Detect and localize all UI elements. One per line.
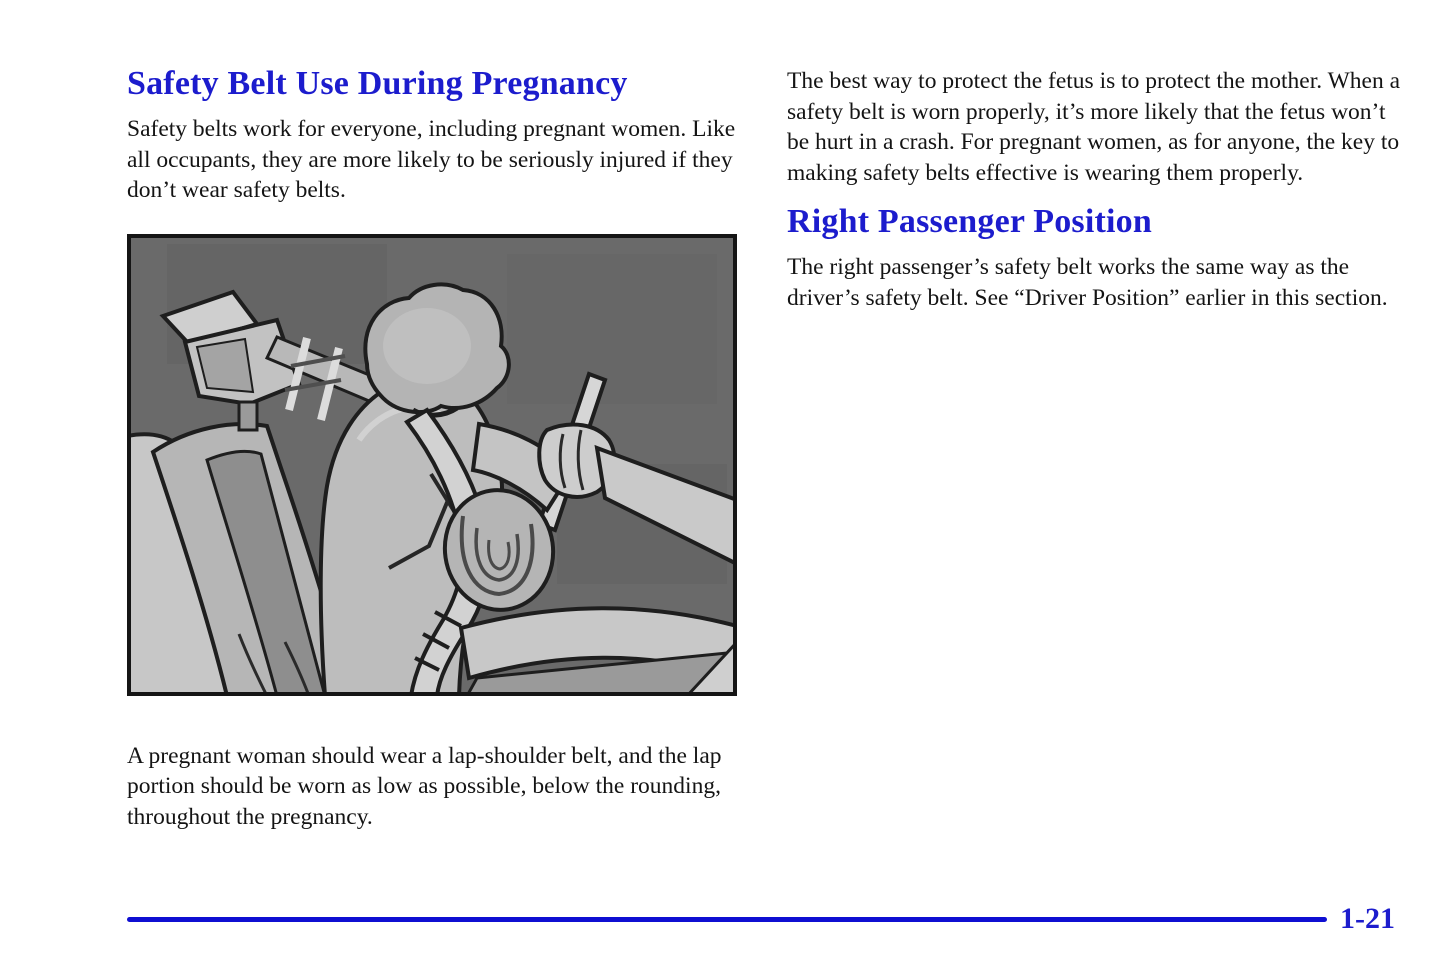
right-passenger-paragraph: The right passenger’s safety belt works the same way as the driver’s safety belt. See “Driver Position” earlier in this section. (787, 254, 1388, 311)
page-footer (127, 901, 1395, 937)
right-column (787, 64, 1409, 313)
illustration-caption: A pregnant woman should wear a lap-shoulder belt, and the lap portion should be worn as low as possible, below the rounding, throughout the pregnancy. (127, 742, 722, 830)
left-column (127, 64, 745, 832)
pregnancy-intro-paragraph: Safety belts work for everyone, including pregnant women. Like all occupants, they are more likely to be seriously injured if they don’t wear safety belts. (127, 116, 736, 203)
section-heading-right-passenger: Right Passenger Position (787, 203, 1152, 240)
page-number: 1-21 (1340, 902, 1395, 935)
pregnant-woman-seatbelt-illustration (127, 234, 737, 696)
footer-rule (127, 917, 1327, 922)
continued-paragraph: The best way to protect the fetus is to protect the mother. When a safety belt is worn properly, it’s more likely that the fetus won’t be hurt in a crash. For pregnant women, as for anyone, the key to making safety belts effective is wearing them properly. (787, 68, 1400, 186)
section-heading-pregnancy: Safety Belt Use During Pregnancy (127, 65, 628, 102)
